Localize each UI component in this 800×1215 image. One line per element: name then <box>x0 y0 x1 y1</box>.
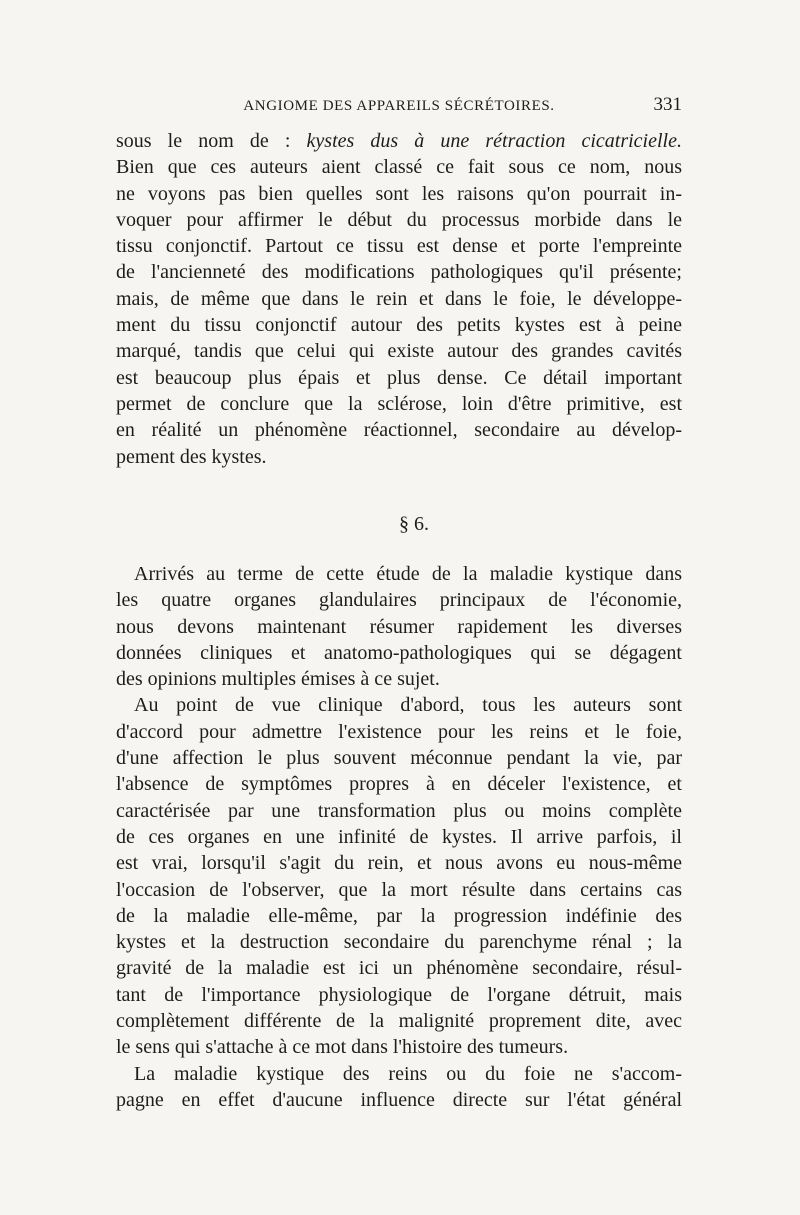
text-line: pagne en effet d'aucune influence directe sur l'état général <box>116 1088 682 1111</box>
text-line: ment du tissu conjonctif autour des petits kystes est à peine <box>116 314 682 337</box>
text-line: pement des kystes. <box>116 445 267 468</box>
text-line: La maladie kystique des reins ou du foie ne s'accom- <box>134 1062 682 1085</box>
text-line: marqué, tandis que celui qui existe autour des grandes cavités <box>116 340 682 363</box>
section-heading: § 6. <box>399 513 429 535</box>
text-line: voquer pour affirmer le début du processus morbide dans le <box>116 208 682 231</box>
text-line: kystes et la destruction secondaire du parenchyme rénal ; la <box>116 931 682 954</box>
text-line: d'une affection le plus souvent méconnue pendant la vie, par <box>116 747 682 770</box>
text-line: de la maladie elle-même, par la progression indéfinie des <box>116 904 682 927</box>
text-line: en réalité un phénomène réactionnel, secondaire au dévelop- <box>116 419 682 442</box>
text-line: les quatre organes glandulaires principaux de l'économie, <box>116 589 682 612</box>
text-line: complètement différente de la malignité proprement dite, avec <box>116 1010 682 1033</box>
text-line <box>116 128 682 154</box>
text-line: est vrai, lorsqu'il s'agit du rein, et nous avons eu nous-même <box>116 852 682 875</box>
text-line: Bien que ces auteurs aient classé ce fait sous ce nom, nous <box>116 156 682 179</box>
text-line: nous devons maintenant résumer rapidement les diverses <box>116 615 682 638</box>
text-line: le sens qui s'attache à ce mot dans l'histoire des tumeurs. <box>116 1036 569 1059</box>
text-line: caractérisée par une transformation plus ou moins complète <box>116 799 682 822</box>
paragraph-continuation <box>116 128 682 470</box>
text-line: mais, de même que dans le rein et dans le foie, le développe- <box>116 287 682 310</box>
text-line: d'accord pour admettre l'existence pour les reins et le foie, <box>116 720 682 743</box>
text-line: l'absence de symptômes propres à en déceler l'existence, et <box>116 773 682 796</box>
italic-term: kystes dus à une rétraction cicatricielle. <box>306 130 682 152</box>
running-title: ANGIOME DES APPAREILS SÉCRÉTOIRES. <box>243 98 555 114</box>
text-line: permet de conclure que la sclérose, loin d'être primitive, est <box>116 392 682 415</box>
text-line: des opinions multiples émises à ce sujet. <box>116 668 440 691</box>
text-line: Au point de vue clinique d'abord, tous les auteurs sont <box>134 694 682 717</box>
text-line: Arrivés au terme de cette étude de la maladie kystique dans <box>134 563 682 585</box>
text-line-lead: sous le nom de : <box>116 130 307 152</box>
text-line: de ces organes en une infinité de kystes. Il arrive parfois, il <box>116 825 682 848</box>
text-line: données cliniques et anatomo-pathologiques qui se dégagent <box>116 641 682 664</box>
text-line: est beaucoup plus épais et plus dense. Ce détail important <box>116 366 682 389</box>
text-line: tissu conjonctif. Partout ce tissu est dense et porte l'empreinte <box>116 235 682 258</box>
running-head <box>116 94 682 120</box>
section-body <box>116 561 682 1113</box>
text-line: gravité de la maladie est ici un phénomène secondaire, résul- <box>116 957 682 980</box>
text-line: ne voyons pas bien quelles sont les raisons qu'on pourrait in- <box>116 182 682 205</box>
page-number: 331 <box>653 94 682 115</box>
text-line: de l'ancienneté des modifications pathologiques qu'il présente; <box>116 261 682 284</box>
text-line: tant de l'importance physiologique de l'organe détruit, mais <box>116 983 682 1006</box>
text-line: l'occasion de l'observer, que la mort résulte dans certains cas <box>116 878 682 901</box>
